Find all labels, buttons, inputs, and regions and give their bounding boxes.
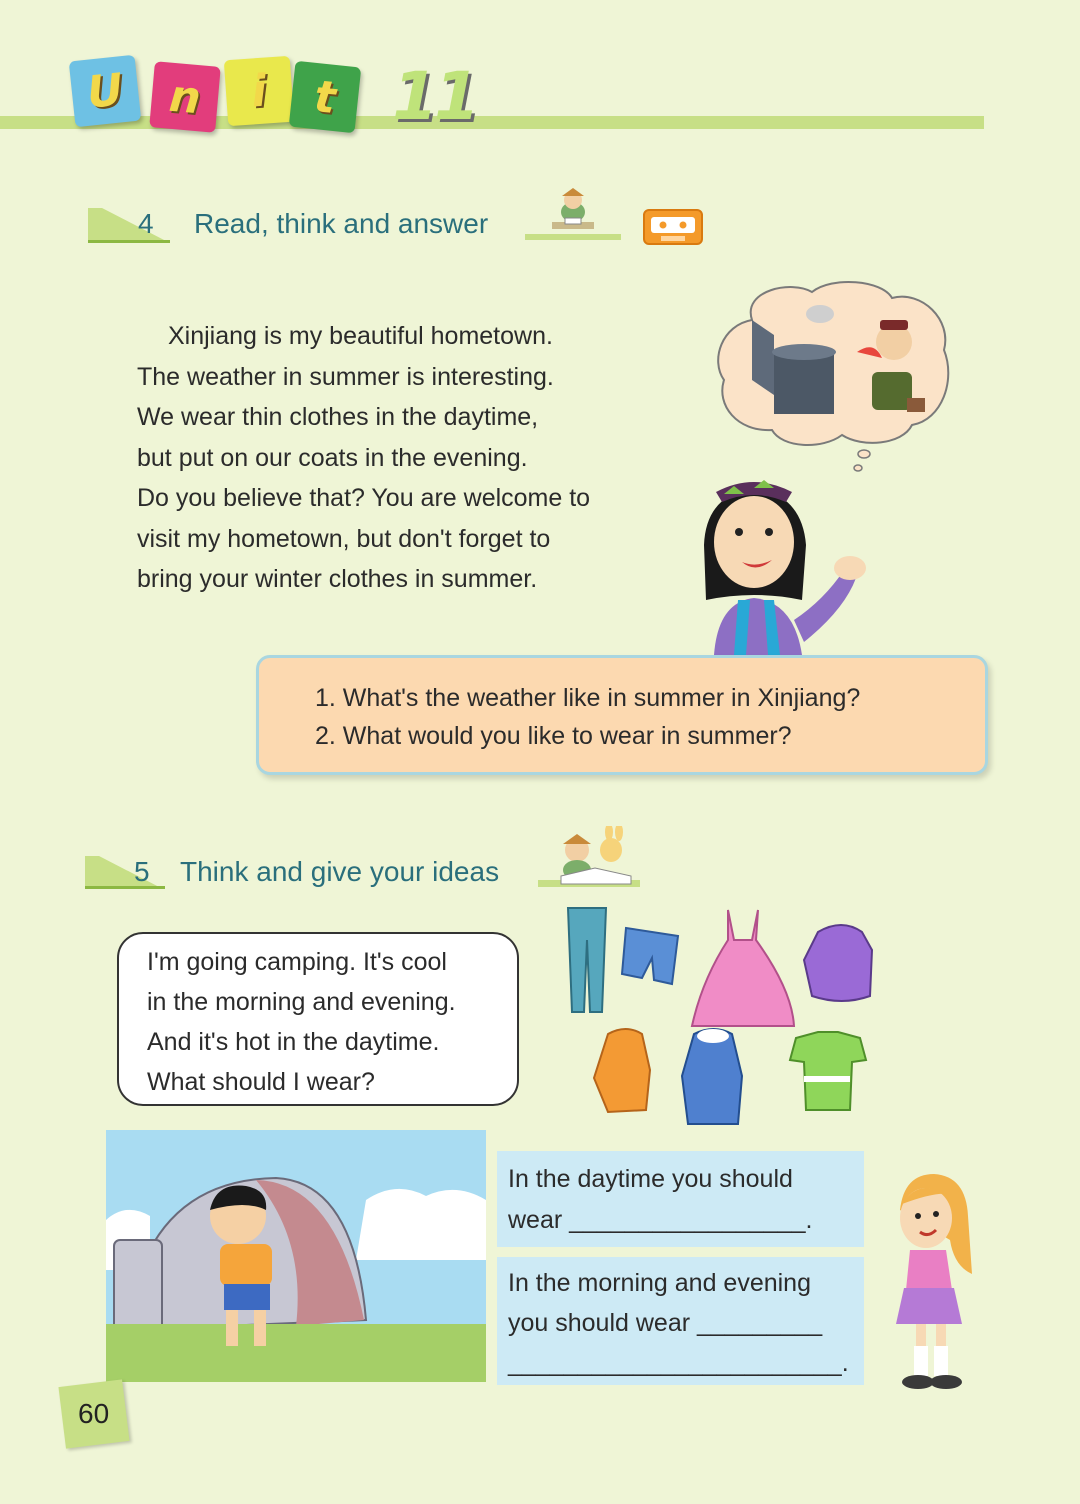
page-number-badge	[58, 1379, 129, 1448]
unit-number: 11	[392, 58, 476, 135]
bubble-line: I'm going camping. It's cool	[147, 948, 447, 976]
jeans-icon	[568, 908, 606, 1012]
answer-box-daytime	[497, 1151, 864, 1247]
passage-line: visit my hometown, but don't forget to	[137, 524, 551, 553]
unit-banner-bar	[0, 116, 984, 129]
dress-icon	[692, 910, 794, 1026]
bubble-line: And it's hot in the daytime.	[147, 1028, 440, 1056]
passage-line: Do you believe that? You are welcome to	[137, 484, 591, 512]
section4-underline	[88, 240, 170, 243]
section4-title: Read, think and answer	[194, 208, 489, 239]
passage-line: but put on our coats in the evening.	[137, 443, 528, 472]
unit-letter-tile-n: n	[149, 61, 221, 133]
passage-line: Xinjiang is my beautiful hometown.	[168, 322, 553, 350]
passage-line: We wear thin clothes in the daytime,	[137, 403, 539, 431]
bubble-line: in the morning and evening.	[147, 988, 456, 1016]
bubble-text	[147, 942, 456, 1102]
section5-number: 5	[134, 856, 150, 887]
section5-underline	[85, 886, 165, 889]
answer-line: In the morning and evening	[508, 1269, 811, 1297]
green-tshirt-icon	[790, 1032, 866, 1110]
answer-line[interactable]: ________________________.	[508, 1349, 849, 1377]
reading-passage	[137, 316, 677, 600]
passage-line: The weather in summer is interesting.	[137, 362, 554, 391]
unit-letter-tile-i: i	[224, 56, 294, 126]
thought-bubble-illustration	[712, 280, 956, 476]
section4-title-underline	[525, 234, 621, 240]
question-1: 1. What's the weather like in summer in Xinjiang?	[315, 684, 861, 712]
reading-friends-icon	[553, 826, 639, 886]
blonde-girl-illustration	[888, 1170, 980, 1392]
orange-sweater-icon	[594, 1029, 650, 1112]
speech-bubble	[117, 932, 519, 1106]
answer-box-morning-evening	[497, 1257, 864, 1385]
passage-line: bring your winter clothes in summer.	[137, 565, 538, 593]
camping-scene-illustration	[106, 1130, 486, 1382]
section5-title: Think and give your ideas	[180, 856, 500, 887]
purple-jacket-icon	[804, 925, 872, 1001]
section5-tab	[85, 856, 163, 889]
bubble-line: What should I wear?	[147, 1068, 375, 1096]
section4-number: 4	[138, 208, 154, 239]
unit-letter-tile-t: t	[289, 61, 362, 134]
page-number: 60	[78, 1398, 110, 1429]
cassette-icon[interactable]	[643, 209, 703, 245]
answer-line[interactable]: wear _________________.	[508, 1206, 813, 1234]
xinjiang-girl-illustration	[694, 470, 882, 655]
clothes-illustrations	[556, 900, 882, 1132]
blue-coat-icon	[682, 1029, 742, 1124]
answer-line[interactable]: you should wear _________	[508, 1309, 823, 1337]
answer-line: In the daytime you should	[508, 1165, 793, 1193]
shorts-icon	[622, 928, 678, 984]
section4-tab	[88, 208, 166, 241]
question-2: 2. What would you like to wear in summer?	[315, 722, 792, 750]
questions-box	[256, 655, 988, 775]
reading-child-icon	[548, 184, 598, 234]
unit-letter-tile-u: U	[69, 55, 142, 128]
